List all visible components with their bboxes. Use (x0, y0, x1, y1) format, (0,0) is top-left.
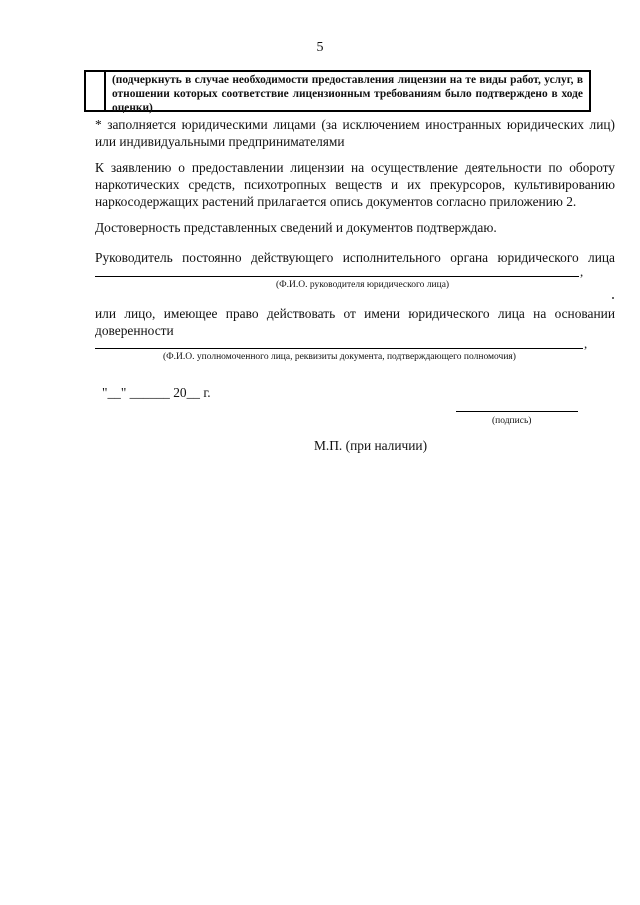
attachment-paragraph: К заявлению о предоставлении лицензии на осуществление деятельности по обороту наркотических средств, психотропных веществ и их прекурсоров, культивированию наркосодержащих растений прилагается опись документов согласно приложению 2. (95, 160, 615, 209)
signature-line (456, 411, 578, 412)
proxy-line-comma: , (584, 336, 588, 351)
license-works-table (84, 70, 591, 112)
signature-caption: (подпись) (492, 416, 532, 426)
table-checkbox-cell (86, 72, 106, 110)
margin-dot (612, 297, 614, 299)
head-name-signature-line (95, 276, 579, 277)
footnote: * заполняется юридическими лицами (за исключением иностранных юридических лиц) или индивидуальными предпринимателями (95, 117, 615, 149)
head-line-comma: , (580, 264, 584, 279)
proxy-name-caption: (Ф.И.О. уполномоченного лица, реквизиты документа, подтверждающего полномочия) (163, 352, 516, 362)
date-field: "__" ______ 20__ г. (102, 385, 211, 400)
page-number: 5 (316, 40, 324, 55)
head-of-organization-label: Руководитель постоянно действующего исполнительного органа юридического лица (95, 250, 615, 265)
proxy-name-signature-line (95, 348, 583, 349)
stamp-placeholder: М.П. (при наличии) (314, 438, 428, 453)
confirmation-statement: Достоверность представленных сведений и документов подтверждаю. (95, 220, 497, 235)
table-note-text: (подчеркнуть в случае необходимости предоставления лицензии на те виды работ, услуг, в отношении которых соответствие лицензионным требованиям было подтверждено в ходе оценки) (112, 74, 583, 114)
authorized-person-label: или лицо, имеющее право действовать от имени юридического лица на основании доверенности (95, 306, 615, 338)
head-name-caption: (Ф.И.О. руководителя юридического лица) (276, 280, 450, 290)
